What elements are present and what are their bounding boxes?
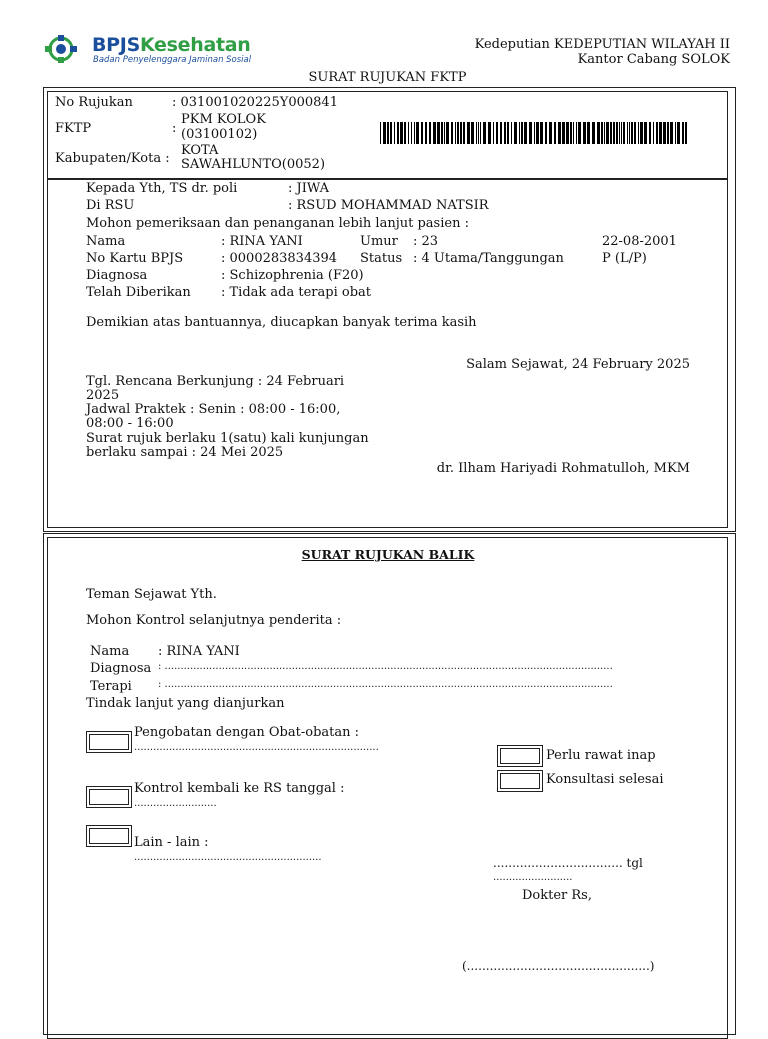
barcode-bar	[483, 122, 486, 144]
barcode-bar	[519, 122, 520, 144]
barcode-bar	[500, 122, 502, 144]
balik-terapi-label: Terapi	[90, 679, 132, 694]
barcode-bar	[606, 122, 609, 144]
opt-lain-field[interactable]: ...........................................................	[134, 852, 322, 863]
barcode-bar	[644, 122, 647, 144]
brand-subtitle: Badan Penyelenggara Jaminan Sosial	[93, 55, 252, 65]
barcode-bar	[663, 122, 666, 144]
status-value: : 4 Utama/Tanggungan	[413, 251, 564, 266]
fktp-value-line2: (03100102)	[181, 127, 258, 142]
barcode-bar	[576, 122, 577, 144]
barcode-bar	[524, 122, 527, 144]
status-label: Status	[360, 251, 403, 266]
checkbox-kontrol[interactable]	[86, 786, 132, 808]
barcode-bar	[463, 122, 465, 144]
barcode-bar	[394, 122, 395, 144]
barcode-bar	[451, 122, 453, 144]
barcode-bar	[476, 122, 477, 144]
kartu-value: : 0000283834394	[221, 251, 338, 266]
barcode-bar	[507, 122, 509, 144]
fktp-colon: :	[172, 121, 177, 136]
barcode-bar	[540, 122, 543, 144]
barcode-bar	[411, 122, 412, 144]
barcode-bar	[613, 122, 615, 144]
bpjs-logo-icon	[44, 34, 78, 64]
barcode-bar	[521, 122, 523, 144]
request-text: Mohon Kontrol selanjutnya penderita :	[86, 613, 342, 628]
barcode-bar	[677, 122, 680, 144]
barcode-bar	[514, 122, 517, 144]
doctor-name: dr. Ilham Hariyadi Rohmatulloh, MKM	[436, 461, 690, 476]
rencana-line2: 2025	[86, 388, 120, 403]
salam-date: Salam Sejawat, 24 February 2025	[466, 357, 690, 372]
berlaku-line2: berlaku sampai : 24 Mei 2025	[86, 445, 284, 460]
barcode-bar	[493, 122, 494, 144]
barcode-bar	[649, 122, 651, 144]
barcode-bar	[659, 122, 662, 144]
checkbox-pengobatan[interactable]	[86, 731, 132, 753]
barcode-bar	[601, 122, 603, 144]
barcode-bar	[404, 122, 406, 144]
barcode-bar	[437, 122, 440, 144]
barcode-bar	[623, 122, 625, 144]
barcode-bar	[675, 122, 676, 144]
umur-value: : 23	[413, 234, 439, 249]
balik-nama-label: Nama	[90, 644, 130, 659]
barcode-bar	[627, 122, 628, 144]
diagnosa-value: : Schizophrenia (F20)	[221, 268, 364, 283]
barcode-bar	[616, 122, 618, 144]
barcode-bar	[638, 122, 639, 144]
barcode-bar	[536, 122, 539, 144]
fktp-label: FKTP	[55, 121, 92, 136]
barcode-bar	[587, 122, 590, 144]
umur-label: Umur	[360, 234, 398, 249]
barcode-bar	[400, 122, 403, 144]
kabupaten-value-line2: SAWAHLUNTO(0052)	[181, 157, 326, 172]
barcode-bar	[504, 122, 506, 144]
barcode-bar	[429, 122, 431, 144]
di-rsu-value: : RSUD MOHAMMAD NATSIR	[288, 198, 489, 213]
barcode-image	[380, 122, 690, 144]
balik-diagnosa-label: Diagnosa	[90, 661, 152, 676]
kabupaten-value-line1: KOTA	[181, 143, 219, 158]
barcode-bar	[592, 122, 595, 144]
barcode-bar	[414, 122, 415, 144]
jadwal-line2: 08:00 - 16:00	[86, 416, 174, 431]
di-rsu-label: Di RSU	[86, 198, 135, 213]
barcode-bar	[566, 122, 569, 144]
dokter-rs-label: Dokter Rs,	[522, 888, 592, 903]
barcode-bar	[554, 122, 556, 144]
rencana-line1: Tgl. Rencana Berkunjung : 24 Februari	[86, 374, 345, 389]
berlaku-line1: Surat rujuk berlaku 1(satu) kali kunjungan	[86, 431, 369, 446]
barcode-bar	[545, 122, 547, 144]
nama-value: : RINA YANI	[221, 234, 303, 249]
barcode-bar	[583, 122, 586, 144]
barcode-bar	[549, 122, 552, 144]
balik-terapi-field[interactable]: : .............................................................................................................................................	[158, 679, 613, 690]
diberikan-value: : Tidak ada terapi obat	[221, 285, 371, 300]
balik-nama-value: : RINA YANI	[158, 644, 240, 659]
opt-kontrol-field[interactable]: ..........................	[134, 798, 217, 809]
barcode-bar	[480, 122, 481, 144]
opt-kontrol-line1: Kontrol kembali ke RS tanggal :	[134, 781, 345, 796]
office-line-1: Kedeputian KEDEPUTIAN WILAYAH II	[474, 37, 730, 52]
barcode-bar	[629, 122, 630, 144]
barcode-bar	[534, 122, 535, 144]
barcode-bar	[421, 122, 423, 144]
nama-label: Nama	[86, 234, 126, 249]
kepada-value: : JIWA	[288, 181, 329, 196]
jadwal-line1: Jadwal Praktek : Senin : 08:00 - 16:00,	[86, 402, 341, 417]
barcode-bar	[471, 122, 474, 144]
checkbox-rawat-inap[interactable]	[497, 745, 543, 767]
return-referral-title: SURAT RUJUKAN BALIK	[301, 547, 475, 562]
barcode-bar	[667, 122, 669, 144]
tindak-lanjut-label: Tindak lanjut yang dianjurkan	[86, 696, 285, 711]
barcode-bar	[558, 122, 561, 144]
barcode-bar	[383, 122, 386, 144]
barcode-bar	[441, 122, 443, 144]
barcode-bar	[380, 122, 381, 144]
barcode-bar	[685, 122, 687, 144]
barcode-bar	[390, 122, 392, 144]
barcode-bar	[446, 122, 449, 144]
barcode-bar	[621, 122, 622, 144]
barcode-bar	[610, 122, 612, 144]
barcode-bar	[597, 122, 600, 144]
kabupaten-label: Kabupaten/Kota :	[55, 151, 170, 166]
barcode-bar	[416, 122, 419, 144]
barcode-bar	[433, 122, 436, 144]
barcode-bar	[640, 122, 643, 144]
barcode-bar	[634, 122, 636, 144]
barcode-bar	[562, 122, 565, 144]
barcode-bar	[578, 122, 581, 144]
barcode-bar	[631, 122, 633, 144]
barcode-bar	[573, 122, 574, 144]
opt-lain-line1: Lain - lain :	[134, 835, 209, 850]
barcode-bar	[511, 122, 512, 144]
barcode-bar	[444, 122, 445, 144]
barcode-bar	[387, 122, 389, 144]
greeting: Teman Sejawat Yth.	[86, 587, 217, 602]
document-title: SURAT RUJUKAN FKTP	[308, 70, 467, 85]
barcode-bar	[496, 122, 498, 144]
barcode-bar	[467, 122, 470, 144]
barcode-bar	[604, 122, 605, 144]
barcode-bar	[460, 122, 462, 144]
barcode-bar	[455, 122, 456, 144]
barcode-bar	[457, 122, 459, 144]
office-line-2: Kantor Cabang SOLOK	[577, 52, 730, 67]
kepada-label: Kepada Yth, TS dr. poli	[86, 181, 238, 196]
barcode-bar	[656, 122, 658, 144]
brand-name: BPJSKesehatan	[92, 34, 251, 56]
letter-intro: Mohon pemeriksaan dan penanganan lebih lanjut pasien :	[86, 216, 469, 231]
barcode-bar	[478, 122, 479, 144]
date-of-birth: 22-08-2001	[602, 234, 677, 249]
kartu-label: No Kartu BPJS	[86, 251, 184, 266]
tgl-field-line2[interactable]: .........................	[493, 872, 573, 883]
barcode-bar	[670, 122, 673, 144]
barcode-bar	[570, 122, 572, 144]
opt-rawat-label: Perlu rawat inap	[546, 748, 656, 763]
barcode-bar	[682, 122, 684, 144]
gender: P (L/P)	[602, 251, 647, 266]
signature-field[interactable]: (................................................)	[462, 959, 655, 973]
fktp-value-line1: PKM KOLOK	[181, 112, 266, 127]
diagnosa-label: Diagnosa	[86, 268, 148, 283]
checkbox-lain-lain[interactable]	[86, 825, 132, 847]
barcode-bar	[488, 122, 491, 144]
barcode-bar	[653, 122, 654, 144]
opt-obat-field[interactable]: .............................................................................	[134, 742, 379, 753]
barcode-bar	[397, 122, 399, 144]
barcode-bar	[425, 122, 427, 144]
barcode-bar	[408, 122, 409, 144]
diberikan-label: Telah Diberikan	[86, 285, 191, 300]
no-rujukan-value: : 031001020225Y000841	[172, 95, 338, 110]
checkbox-konsultasi[interactable]	[497, 770, 543, 792]
barcode-bar	[619, 122, 620, 144]
balik-diagnosa-field[interactable]: : .............................................................................................................................................	[158, 661, 613, 672]
opt-obat-line1: Pengobatan dengan Obat-obatan :	[134, 725, 359, 740]
closing-text: Demikian atas bantuannya, diucapkan banyak terima kasih	[86, 315, 477, 330]
no-rujukan-label: No Rujukan	[55, 95, 133, 110]
opt-konsultasi-label: Konsultasi selesai	[546, 772, 664, 787]
tgl-field[interactable]: .................................. tgl	[493, 856, 643, 870]
barcode-bar	[529, 122, 532, 144]
